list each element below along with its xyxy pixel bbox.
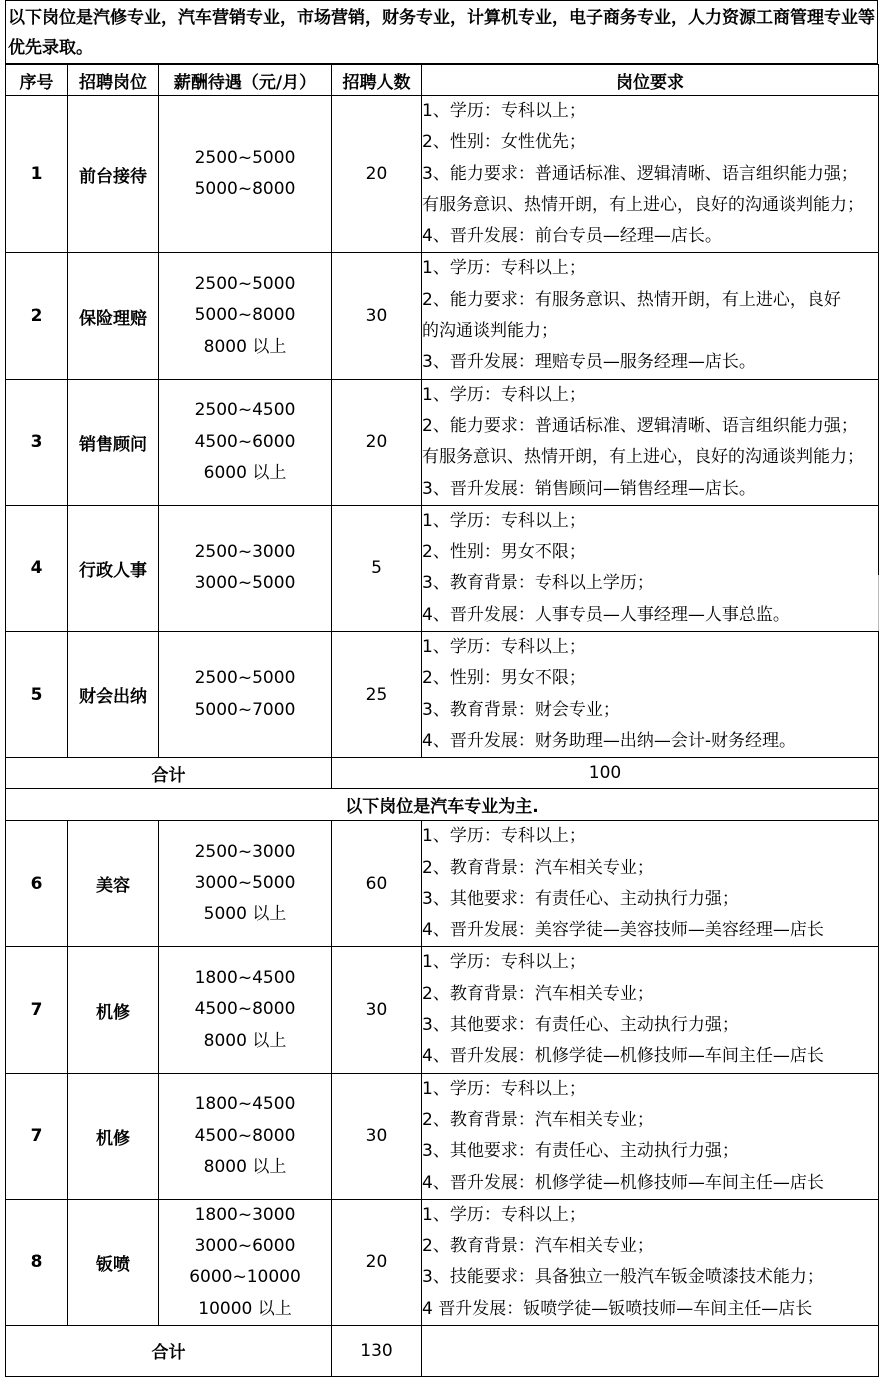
total-label: 合计 bbox=[6, 758, 332, 789]
requirements-cell bbox=[422, 253, 879, 379]
salary-line: 3000~5000 bbox=[194, 873, 296, 894]
salary-line: 8000 以上 bbox=[203, 336, 287, 357]
salary-line: 3000~6000 bbox=[194, 1236, 296, 1257]
requirement-line: 4、晋升发展：前台专员—经理—店长。 bbox=[422, 226, 722, 247]
table-row bbox=[6, 253, 879, 379]
total-value: 100 bbox=[332, 758, 879, 789]
salary-line: 2500~5000 bbox=[194, 274, 296, 295]
header-row bbox=[6, 65, 879, 96]
requirements-cell bbox=[422, 1199, 879, 1325]
row-number: 1 bbox=[6, 96, 68, 253]
header-salary: 薪酬待遇（元/月） bbox=[159, 65, 332, 96]
requirement-line: 2、教育背景：汽车相关专业； bbox=[422, 1236, 654, 1257]
row-number: 6 bbox=[6, 821, 68, 947]
table-row bbox=[6, 632, 879, 758]
salary-line: 1800~4500 bbox=[194, 1094, 296, 1115]
hire-count: 30 bbox=[332, 253, 422, 379]
requirement-line: 4、晋升发展：机修学徒—机修技师—车间主任—店长 bbox=[422, 1046, 824, 1067]
hire-count: 5 bbox=[332, 505, 422, 631]
requirement-line: 3、其他要求：有责任心、主动执行力强； bbox=[422, 888, 739, 909]
total-row-1 bbox=[6, 758, 879, 789]
row-number: 7 bbox=[6, 1073, 68, 1199]
requirement-line: 1、学历：专科以上； bbox=[422, 1078, 586, 1099]
intro-note: 以下岗位是汽修专业，汽车营销专业，市场营销，财务专业，计算机专业，电子商务专业，人力资源工商管理专业等优先录取。 bbox=[5, 0, 878, 64]
position-title: 机修 bbox=[68, 1073, 159, 1199]
table-row bbox=[6, 1073, 879, 1199]
requirement-line: 1、学历：专科以上； bbox=[422, 510, 586, 531]
header-requirements: 岗位要求 bbox=[422, 65, 879, 96]
salary-line: 1800~3000 bbox=[194, 1204, 296, 1225]
requirement-line: 4 晋升发展：钣喷学徒—钣喷技师—车间主任—店长 bbox=[422, 1298, 813, 1319]
position-title: 财会出纳 bbox=[68, 632, 159, 758]
salary-line: 10000 以上 bbox=[198, 1298, 292, 1319]
section-note: 以下岗位是汽车专业为主. bbox=[6, 789, 879, 821]
salary-line: 4500~8000 bbox=[194, 999, 296, 1020]
salary-line: 5000 以上 bbox=[203, 904, 287, 925]
requirement-line: 2、性别：男女不限； bbox=[422, 668, 586, 689]
requirement-line: 1、学历：专科以上； bbox=[422, 1204, 586, 1225]
requirement-line: 有服务意识、热情开朗，有上进心，良好的沟通谈判能力； bbox=[422, 447, 864, 468]
header-count: 招聘人数 bbox=[332, 65, 422, 96]
total-label: 合计 bbox=[6, 1325, 332, 1376]
requirement-line: 2、性别：男女不限； bbox=[422, 542, 586, 563]
requirements-cell bbox=[422, 379, 879, 505]
salary-line: 2500~4500 bbox=[194, 400, 296, 421]
salary-line: 3000~5000 bbox=[194, 573, 296, 594]
salary-line: 4500~8000 bbox=[194, 1125, 296, 1146]
requirement-line: 4、晋升发展：人事专员—人事经理—人事总监。 bbox=[422, 604, 790, 625]
salary-line: 2500~3000 bbox=[194, 542, 296, 563]
row-number: 2 bbox=[6, 253, 68, 379]
table-row bbox=[6, 505, 879, 631]
requirement-line: 的沟通谈判能力； bbox=[422, 321, 558, 342]
salary-line: 8000 以上 bbox=[203, 1156, 287, 1177]
row-number: 3 bbox=[6, 379, 68, 505]
requirement-line: 2、教育背景：汽车相关专业； bbox=[422, 983, 654, 1004]
salary-cell bbox=[159, 96, 332, 253]
requirement-line: 1、学历：专科以上； bbox=[422, 952, 586, 973]
group1-body bbox=[6, 96, 879, 758]
position-title: 机修 bbox=[68, 947, 159, 1073]
requirement-line: 2、教育背景：汽车相关专业； bbox=[422, 1109, 654, 1130]
header-no: 序号 bbox=[6, 65, 68, 96]
requirements-cell bbox=[422, 1073, 879, 1199]
empty-cell bbox=[422, 1325, 879, 1376]
position-title: 保险理赔 bbox=[68, 253, 159, 379]
header-title: 招聘岗位 bbox=[68, 65, 159, 96]
salary-cell bbox=[159, 1199, 332, 1325]
row-number: 4 bbox=[6, 505, 68, 631]
salary-line: 5000~7000 bbox=[194, 699, 296, 720]
requirement-line: 2、能力要求：普通话标准、逻辑清晰、语言组织能力强； bbox=[422, 415, 858, 436]
salary-cell bbox=[159, 947, 332, 1073]
salary-line: 2500~3000 bbox=[194, 841, 296, 862]
table-row bbox=[6, 947, 879, 1073]
requirement-line: 1、学历：专科以上； bbox=[422, 101, 586, 121]
requirement-line: 2、能力要求：有服务意识、热情开朗，有上进心，良好 bbox=[422, 289, 841, 310]
salary-line: 2500~5000 bbox=[194, 147, 296, 168]
requirement-line: 有服务意识、热情开朗，有上进心，良好的沟通谈判能力； bbox=[422, 194, 864, 215]
table-row bbox=[6, 96, 879, 253]
total-value: 130 bbox=[332, 1325, 422, 1376]
edge-mark bbox=[878, 575, 883, 631]
recruitment-sheet bbox=[5, 0, 878, 1377]
requirement-line: 3、其他要求：有责任心、主动执行力强； bbox=[422, 1015, 739, 1036]
table-row bbox=[6, 821, 879, 947]
hire-count: 30 bbox=[332, 1073, 422, 1199]
requirement-line: 2、性别：女性优先； bbox=[422, 132, 586, 153]
position-title: 行政人事 bbox=[68, 505, 159, 631]
requirement-line: 3、技能要求：具备独立一般汽车钣金喷漆技术能力； bbox=[422, 1267, 824, 1288]
position-title: 钣喷 bbox=[68, 1199, 159, 1325]
hire-count: 25 bbox=[332, 632, 422, 758]
salary-line: 2500~5000 bbox=[194, 668, 296, 689]
salary-line: 6000~10000 bbox=[189, 1267, 301, 1288]
requirement-line: 3、教育背景：专科以上学历； bbox=[422, 573, 654, 594]
requirement-line: 1、学历：专科以上； bbox=[422, 384, 586, 405]
table-row bbox=[6, 379, 879, 505]
requirements-cell bbox=[422, 505, 879, 631]
requirements-cell bbox=[422, 821, 879, 947]
salary-cell bbox=[159, 821, 332, 947]
requirement-line: 2、教育背景：汽车相关专业； bbox=[422, 857, 654, 878]
salary-line: 8000 以上 bbox=[203, 1030, 287, 1051]
row-number: 7 bbox=[6, 947, 68, 1073]
requirement-line: 3、晋升发展：销售顾问—销售经理—店长。 bbox=[422, 478, 756, 499]
salary-line: 1800~4500 bbox=[194, 968, 296, 989]
table-row bbox=[6, 1199, 879, 1325]
group2-body bbox=[6, 821, 879, 1326]
position-title: 销售顾问 bbox=[68, 379, 159, 505]
position-title: 前台接待 bbox=[68, 96, 159, 253]
salary-cell bbox=[159, 505, 332, 631]
requirement-line: 3、教育背景：财会专业； bbox=[422, 699, 620, 720]
total-row-2 bbox=[6, 1325, 879, 1376]
row-number: 5 bbox=[6, 632, 68, 758]
requirements-cell bbox=[422, 632, 879, 758]
hire-count: 60 bbox=[332, 821, 422, 947]
requirement-line: 3、能力要求：普通话标准、逻辑清晰、语言组织能力强； bbox=[422, 163, 858, 184]
salary-line: 6000 以上 bbox=[203, 462, 287, 483]
requirement-line: 3、其他要求：有责任心、主动执行力强； bbox=[422, 1141, 739, 1162]
requirement-line: 4、晋升发展：美容学徒—美容技师—美容经理—店长 bbox=[422, 920, 824, 941]
requirement-line: 3、晋升发展：理赔专员—服务经理—店长。 bbox=[422, 352, 756, 373]
hire-count: 20 bbox=[332, 379, 422, 505]
requirement-line: 4、晋升发展：财务助理—出纳—会计-财务经理。 bbox=[422, 730, 796, 751]
position-title: 美容 bbox=[68, 821, 159, 947]
requirements-cell bbox=[422, 96, 879, 253]
hire-count: 30 bbox=[332, 947, 422, 1073]
salary-line: 4500~6000 bbox=[194, 431, 296, 452]
requirement-line: 1、学历：专科以上； bbox=[422, 826, 586, 847]
row-number: 8 bbox=[6, 1199, 68, 1325]
requirements-cell bbox=[422, 947, 879, 1073]
salary-cell bbox=[159, 632, 332, 758]
hire-count: 20 bbox=[332, 1199, 422, 1325]
salary-line: 5000~8000 bbox=[194, 305, 296, 326]
requirement-line: 1、学历：专科以上； bbox=[422, 258, 586, 279]
hire-count: 20 bbox=[332, 96, 422, 253]
salary-line: 5000~8000 bbox=[194, 179, 296, 200]
recruitment-table bbox=[5, 64, 879, 1377]
requirement-line: 1、学历：专科以上； bbox=[422, 637, 586, 658]
salary-cell bbox=[159, 1073, 332, 1199]
section-row bbox=[6, 789, 879, 821]
salary-cell bbox=[159, 379, 332, 505]
requirement-line: 4、晋升发展：机修学徒—机修技师—车间主任—店长 bbox=[422, 1172, 824, 1193]
salary-cell bbox=[159, 253, 332, 379]
